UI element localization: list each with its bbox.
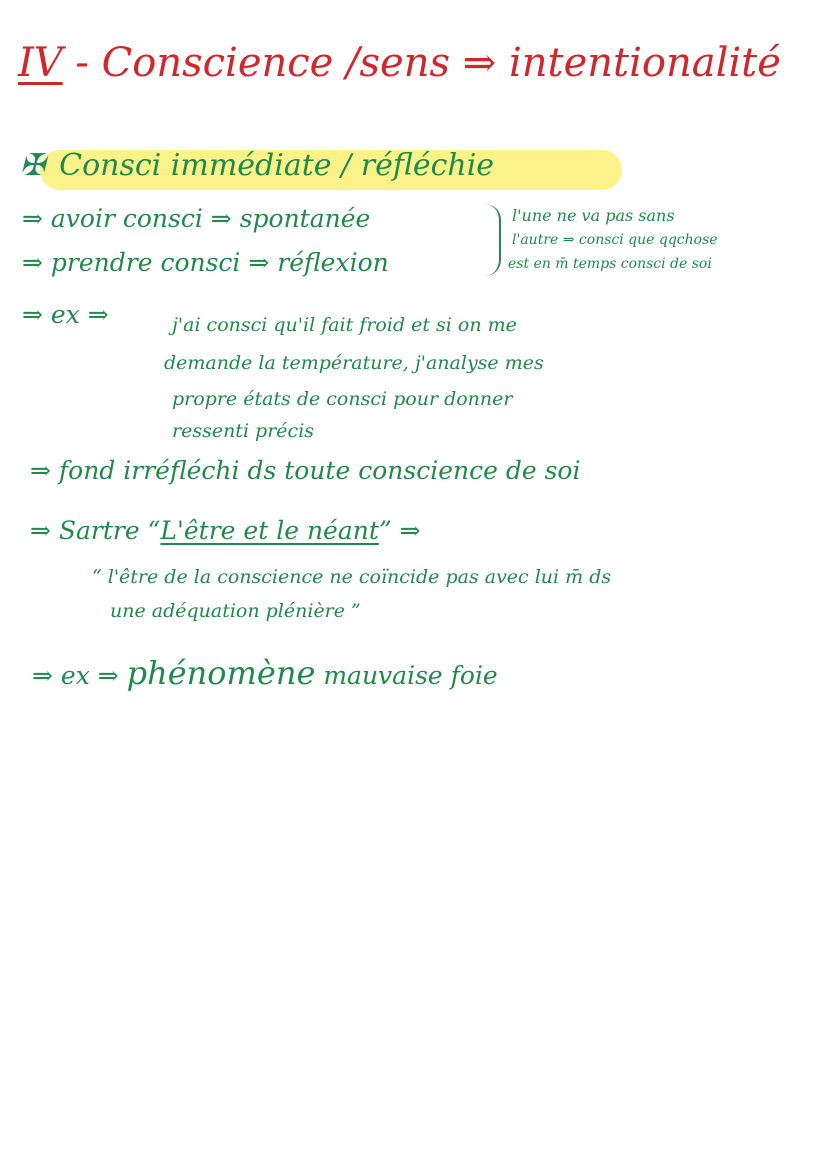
sartre-book-title: L'être et le néant — [160, 516, 379, 545]
line-ex-final — [32, 654, 498, 692]
ex-final-tail: mauvaise foie — [323, 661, 498, 690]
line-fond: ⇒ fond irréfléchi ds toute conscience de soi — [30, 456, 581, 485]
quote-line-2: une adéquation plénière ” — [110, 600, 361, 622]
line-avoir: ⇒ avoir consci ⇒ spontanée — [22, 204, 371, 233]
sartre-tail: ” ⇒ — [378, 516, 421, 545]
sartre-lead: ⇒ Sartre “ — [30, 516, 161, 545]
brace-mark — [485, 204, 501, 276]
page-title — [18, 40, 781, 86]
side-note-1: l'une ne va pas sans — [512, 206, 675, 225]
line-ex-lead: ⇒ ex ⇒ — [22, 300, 109, 329]
ex-final-lead: ⇒ ex ⇒ — [32, 661, 119, 690]
ex-line-4: ressenti précis — [172, 420, 315, 442]
quote-line-1: “ l'être de la conscience ne coïncide pas avec lui m̄ ds — [92, 566, 612, 588]
section-heading — [20, 148, 494, 183]
title-text: Conscience /sens ⇒ intentionalité — [101, 40, 781, 86]
line-prendre: ⇒ prendre consci ⇒ réflexion — [22, 248, 389, 277]
ex-final-big: phénomène — [126, 654, 316, 692]
section-heading-text: Consci immédiate / réfléchie — [59, 148, 495, 183]
title-numeral: IV — [18, 40, 63, 86]
side-note-2: l'autre ⇒ consci que qqchose — [512, 232, 718, 248]
line-sartre — [30, 516, 421, 545]
title-dash: - — [62, 40, 102, 86]
ex-line-1: j'ai consci qu'il fait froid et si on me — [172, 314, 517, 336]
ex-line-3: propre états de consci pour donner — [172, 388, 513, 410]
ex-line-2: demande la température, j'analyse mes — [164, 352, 544, 374]
side-note-3: est en m̄ temps consci de soi — [508, 256, 712, 272]
cross-icon: ✠ — [20, 148, 46, 183]
